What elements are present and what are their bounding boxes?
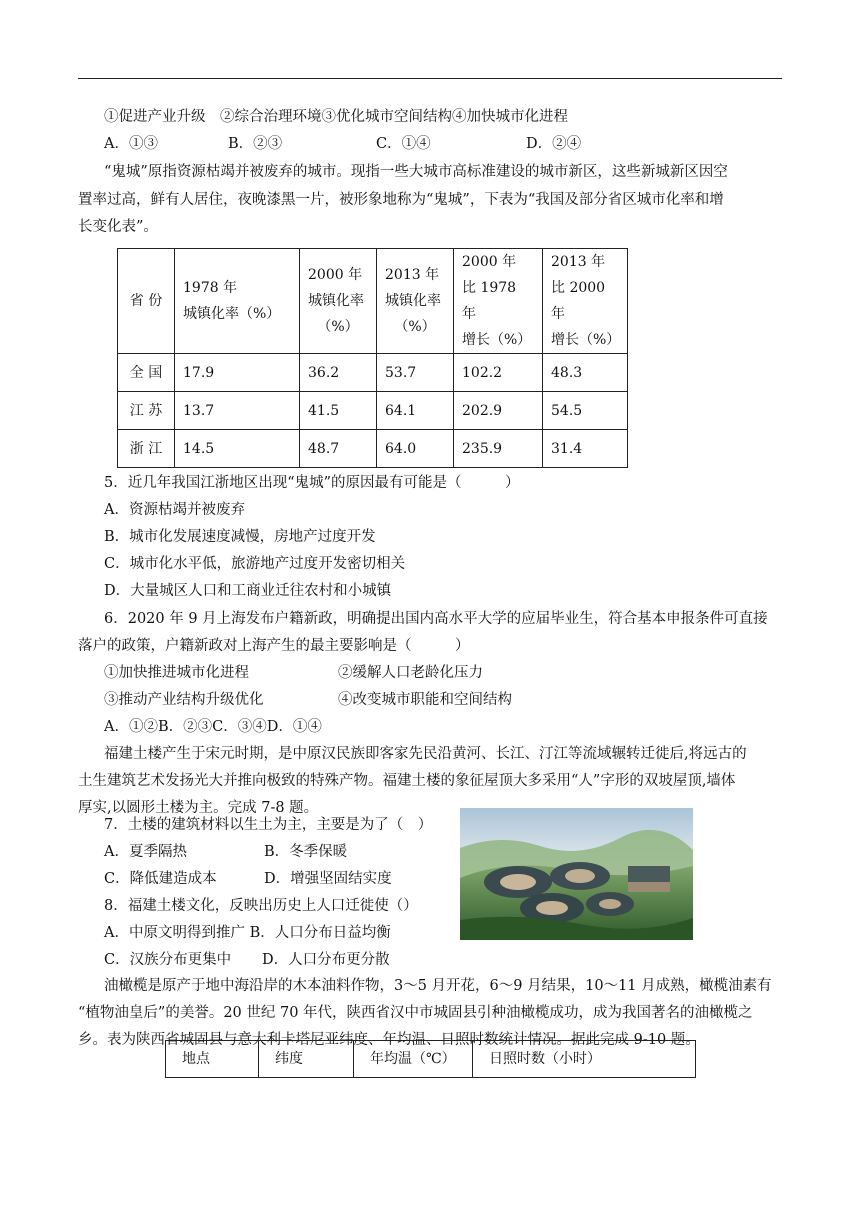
olive-intro-line-2: “植物油皇后”的美誉。20 世纪 70 年代，陕西省汉中市城固县引种油橄榄成功，成为我国著名的油橄榄之: [78, 1005, 753, 1021]
olive-table: [165, 1040, 696, 1078]
q7-option-a: A．夏季隔热: [104, 844, 187, 860]
ghost-intro-line-2: 置率过高，鲜有人居住，夜晚漆黑一片，被形象地称为“鬼城”，下表为“我国及部分省区城市化率和增: [78, 192, 724, 208]
q4-choice-c: C．①④: [376, 136, 431, 152]
table-cell: 全 国: [118, 354, 175, 392]
q6-item-1: ①加快推进城市化进程: [104, 665, 249, 681]
tulou-intro-line-2: 土生建筑艺术发扬光大并推向极致的特殊产物。福建土楼的象征屋顶大多采用“人”字形的双坡屋顶,墙体: [78, 773, 736, 789]
table-row: [118, 354, 628, 392]
header-growth-2013: 2013 年 比 2000 年 增长（%）: [543, 249, 628, 354]
header-province: 省 份: [118, 249, 175, 354]
table-cell: 31.4: [543, 430, 628, 468]
q6-stem-line-1: 6．2020 年 9 月上海发布户籍新政，明确提出国内高水平大学的应届毕业生，符合基本申报条件可直接: [104, 611, 768, 627]
table-cell: 17.9: [175, 354, 300, 392]
q5-option-d: D．大量城区人口和工商业迁往农村和小城镇: [104, 583, 392, 599]
q6-item-2: ②缓解人口老龄化压力: [338, 665, 483, 681]
table-cell: 64.1: [377, 392, 454, 430]
table-cell: 102.2: [454, 354, 543, 392]
olive-intro-line-3: 乡。表为陕西省城固县与意大利卡塔尼亚纬度、年均温、日照时数统计情况。据此完成 9-10 题。: [78, 1032, 700, 1048]
table-cell: 202.9: [454, 392, 543, 430]
table-header-row: [166, 1041, 696, 1078]
tulou-illustration: [460, 808, 693, 940]
table-cell: 48.7: [300, 430, 377, 468]
tulou-intro-line-3: 厚实,以圆形土楼为主。完成 7-8 题。: [78, 800, 319, 816]
q5-option-a: A．资源枯竭并被废弃: [104, 502, 245, 518]
q5-stem: 5．近几年我国江浙地区出现“鬼城”的原因最有可能是（ ）: [104, 475, 520, 491]
header-latitude: 纬度: [259, 1041, 354, 1078]
q8-option-d: D．人口分布更分散: [262, 952, 390, 968]
olive-intro-line-1: 油橄榄是原产于地中海沿岸的木本油料作物，3～5 月开花，6～9 月结果，10～11 月成熟，橄榄油素有: [104, 978, 772, 994]
table-cell: 64.0: [377, 430, 454, 468]
tulou-photo: [460, 808, 693, 940]
tulou-intro-line-1: 福建土楼产生于宋元时期，是中原汉民族即客家先民沿黄河、长江、汀江等流域辗转迁徙后,将远古的: [104, 746, 747, 762]
q6-item-3: ③推动产业结构升级优化: [104, 692, 264, 708]
header-2013: 2013 年 城镇化率 （%）: [377, 249, 454, 354]
q6-choices: A．①②B．②③C．③④D．①④: [104, 719, 322, 735]
q8-stem: 8．福建土楼文化，反映出历史上人口迁徙使（）: [104, 898, 418, 914]
q6-item-4: ④改变城市职能和空间结构: [338, 692, 512, 708]
header-location: 地点: [166, 1041, 259, 1078]
header-sunshine-hours: 日照时数（小时）: [473, 1041, 696, 1078]
q5-option-c: C．城市化水平低，旅游地产过度开发密切相关: [104, 556, 406, 572]
q4-choice-a: A．①③: [104, 136, 158, 152]
header-growth-2000: 2000 年 比 1978 年 增长（%）: [454, 249, 543, 354]
q7-option-d: D．增强坚固结实度: [264, 871, 392, 887]
table-cell: 235.9: [454, 430, 543, 468]
urbanization-table: [117, 248, 628, 468]
ghost-intro-line-1: “鬼城”原指资源枯竭并被废弃的城市。现指一些大城市高标准建设的城市新区，这些新城新区因空: [104, 164, 728, 180]
table-header-row: [118, 249, 628, 354]
q7-option-b: B．冬季保暖: [264, 844, 348, 860]
q7-option-c: C．降低建造成本: [104, 871, 217, 887]
table-row: [118, 430, 628, 468]
header-avg-temp: 年均温（℃）: [354, 1041, 473, 1078]
table-cell: 13.7: [175, 392, 300, 430]
header-1978: 1978 年 城镇化率（%）: [175, 249, 300, 354]
header-rule: [78, 78, 782, 79]
header-2000: 2000 年 城镇化率 （%）: [300, 249, 377, 354]
ghost-intro-line-3: 长变化表”。: [78, 219, 158, 235]
table-row: [118, 392, 628, 430]
table-cell: 江 苏: [118, 392, 175, 430]
table-cell: 53.7: [377, 354, 454, 392]
q4-options-text: ①促进产业升级 ②综合治理环境③优化城市空间结构④加快城市化进程: [104, 109, 568, 125]
q4-choice-b: B．②③: [228, 136, 283, 152]
q8-option-ab: A．中原文明得到推广 B．人口分布日益均衡: [104, 925, 391, 941]
q5-option-b: B．城市化发展速度减慢，房地产过度开发: [104, 529, 376, 545]
table-cell: 54.5: [543, 392, 628, 430]
q4-choice-d: D．②④: [526, 136, 582, 152]
q6-stem-line-2: 落户的政策，户籍新政对上海产生的最主要影响是（ ）: [78, 638, 470, 654]
table-cell: 48.3: [543, 354, 628, 392]
q8-option-c: C．汉族分布更集中: [104, 952, 232, 968]
q7-stem: 7．土楼的建筑材料以生土为主，主要是为了（ ）: [104, 817, 433, 833]
table-cell: 14.5: [175, 430, 300, 468]
table-cell: 浙 江: [118, 430, 175, 468]
table-cell: 41.5: [300, 392, 377, 430]
table-cell: 36.2: [300, 354, 377, 392]
